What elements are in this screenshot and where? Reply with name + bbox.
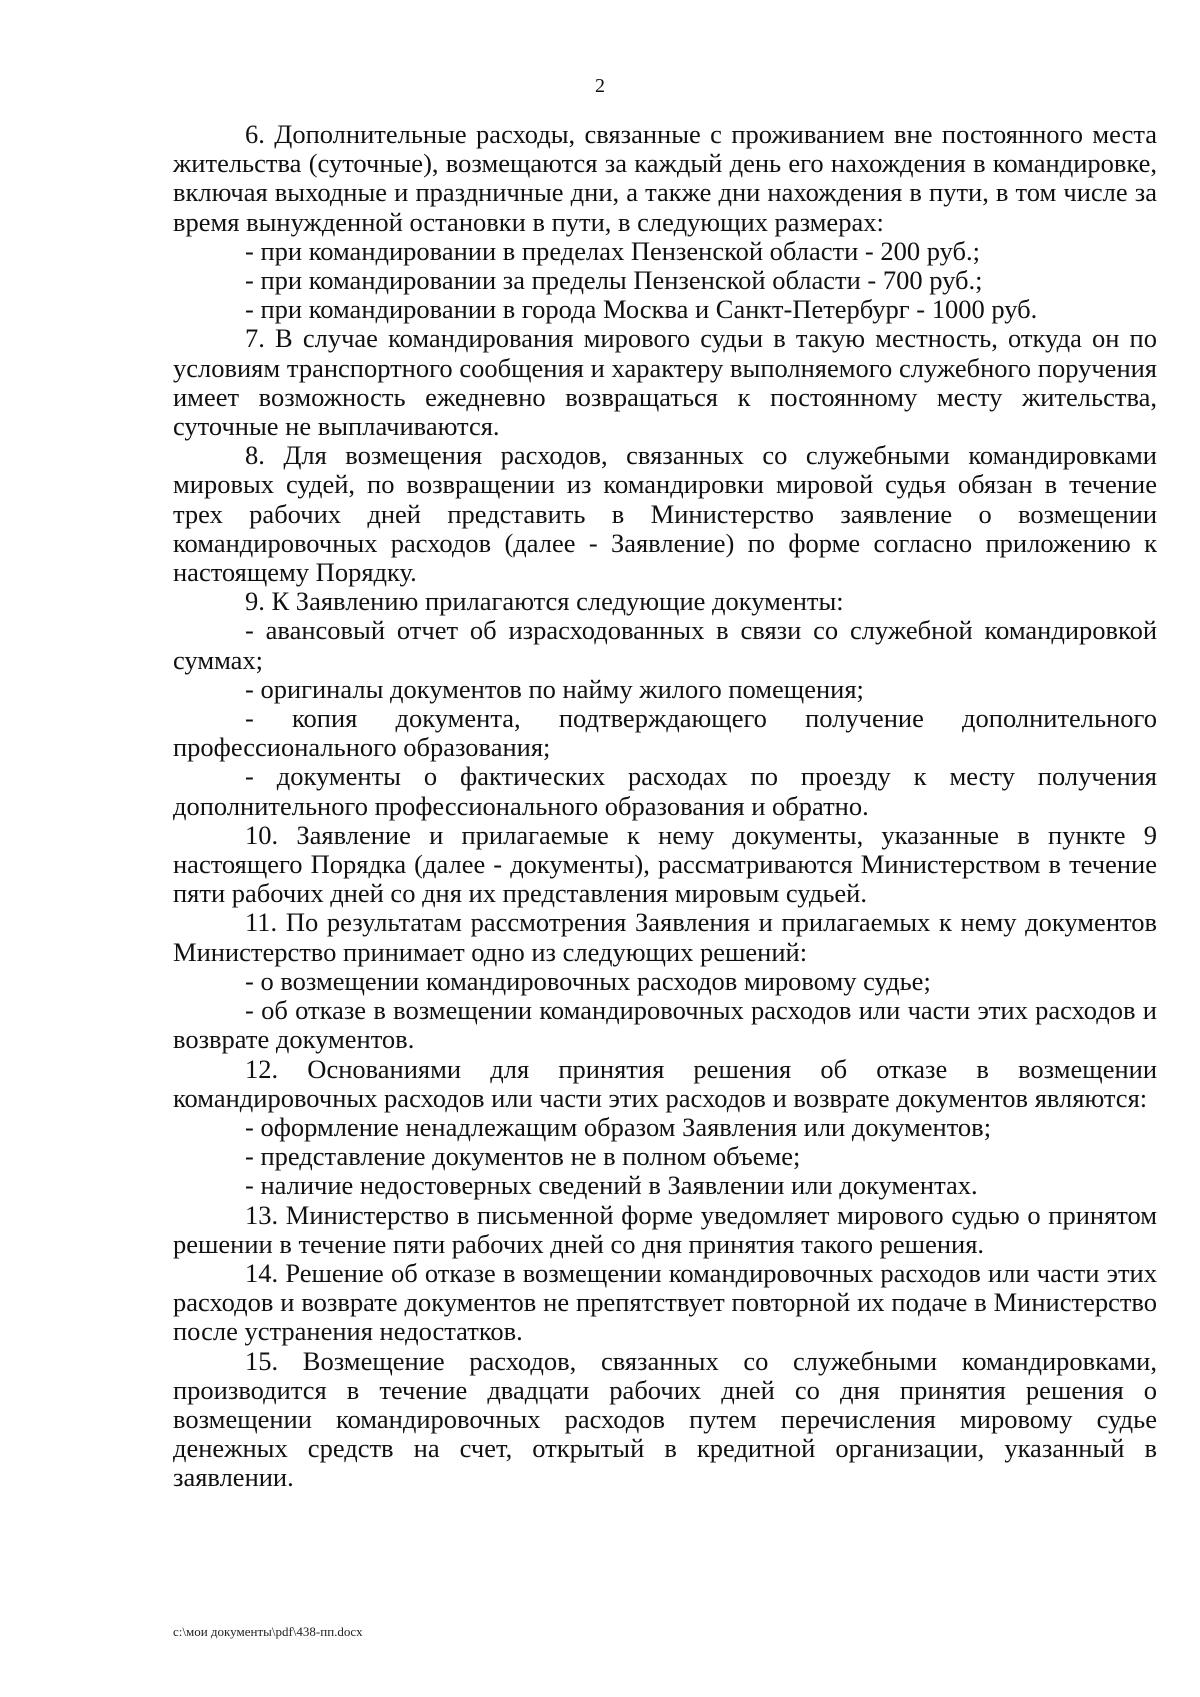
page-number: 2 <box>595 75 605 97</box>
paragraph-14: 14. Решение об отказе в возмещении командировочных расходов или части этих расходов и возврате документов не препятствует повторной их подаче в Министерство после устранения недостатков. <box>173 1257 1157 1347</box>
paragraph-6: 6. Дополнительные расходы, связанные с проживанием вне постоянного места жительства (суточные), возмещаются за каждый день его нахождения в командировке, включая выходные и праздничные дни, а также дни нахождения в пути, в том числе за время вынужденной остановки в пути, в следующих размерах: <box>173 119 1157 237</box>
list-item-rate-moscow-spb: - при командировании в города Москва и Санкт-Петербург - 1000 руб. <box>245 294 1038 325</box>
list-item-incomplete-docs: - представление документов не в полном объеме; <box>245 1141 801 1172</box>
footer-file-path: c:\мои документы\pdf\438-пп.docx <box>173 1624 363 1639</box>
paragraph-13: 13. Министерство в письменной форме уведомляет мирового судью о принятом решении в течение пяти рабочих дней со дня принятия такого решения. <box>173 1199 1157 1259</box>
list-item-advance-report: - авансовый отчет об израсходованных в связи со служебной командировкой суммах; <box>173 615 1157 675</box>
list-item-decision-refuse: - об отказе в возмещении командировочных расходов или части этих расходов и возврате документов. <box>173 995 1157 1055</box>
paragraph-11: 11. По результатам рассмотрения Заявления и прилагаемых к нему документов Министерство принимает одно из следующих решений: <box>173 907 1157 967</box>
document-body <box>173 120 1157 1493</box>
list-item-improper-form: - оформление ненадлежащим образом Заявления или документов; <box>245 1111 992 1142</box>
list-item-decision-reimburse: - о возмещении командировочных расходов мировому судье; <box>245 965 931 996</box>
list-item-false-info: - наличие недостоверных сведений в Заявлении или документах. <box>245 1170 978 1201</box>
paragraph-9: 9. К Заявлению прилагаются следующие документы: <box>245 586 844 617</box>
list-item-rate-penza: - при командировании в пределах Пензенской области - 200 руб.; <box>245 235 980 266</box>
paragraph-12: 12. Основаниями для принятия решения об отказе в возмещении командировочных расходов или части этих расходов и возврате документов являются: <box>173 1053 1157 1113</box>
paragraph-10: 10. Заявление и прилагаемые к нему документы, указанные в пункте 9 настоящего Порядка (далее - документы), рассматриваются Министерством в течение пяти рабочих дней со дня их представления мировым судьей. <box>173 819 1157 909</box>
paragraph-8: 8. Для возмещения расходов, связанных со служебными командировками мировых судей, по возвращении из командировки мировой судья обязан в течение трех рабочих дней представить в Министерство заявление о возмещении командировочных расходов (далее - Заявление) по форме согласно приложению к настоящему Порядку. <box>173 440 1157 588</box>
list-item-education-copy: - копия документа, подтверждающего получение дополнительного профессионального образования; <box>173 703 1157 763</box>
list-item-travel-expenses: - документы о фактических расходах по проезду к месту получения дополнительного профессионального образования и обратно. <box>173 761 1157 821</box>
paragraph-7: 7. В случае командирования мирового судьи в такую местность, откуда он по условиям транспортного сообщения и характеру выполняемого служебного поручения имеет возможность ежедневно возвращаться к постоянному месту жительства, суточные не выплачиваются. <box>173 323 1157 442</box>
list-item-rate-outside-penza: - при командировании за пределы Пензенской области - 700 руб.; <box>245 265 983 296</box>
list-item-housing-originals: - оригиналы документов по найму жилого помещения; <box>245 673 864 704</box>
paragraph-15: 15. Возмещение расходов, связанных со служебными командировками, производится в течение двадцати рабочих дней со дня принятия решения о возмещении командировочных расходов путем перечисления мировому судье денежных средств на счет, открытый в кредитной организации, указанный в заявлении. <box>173 1345 1157 1493</box>
